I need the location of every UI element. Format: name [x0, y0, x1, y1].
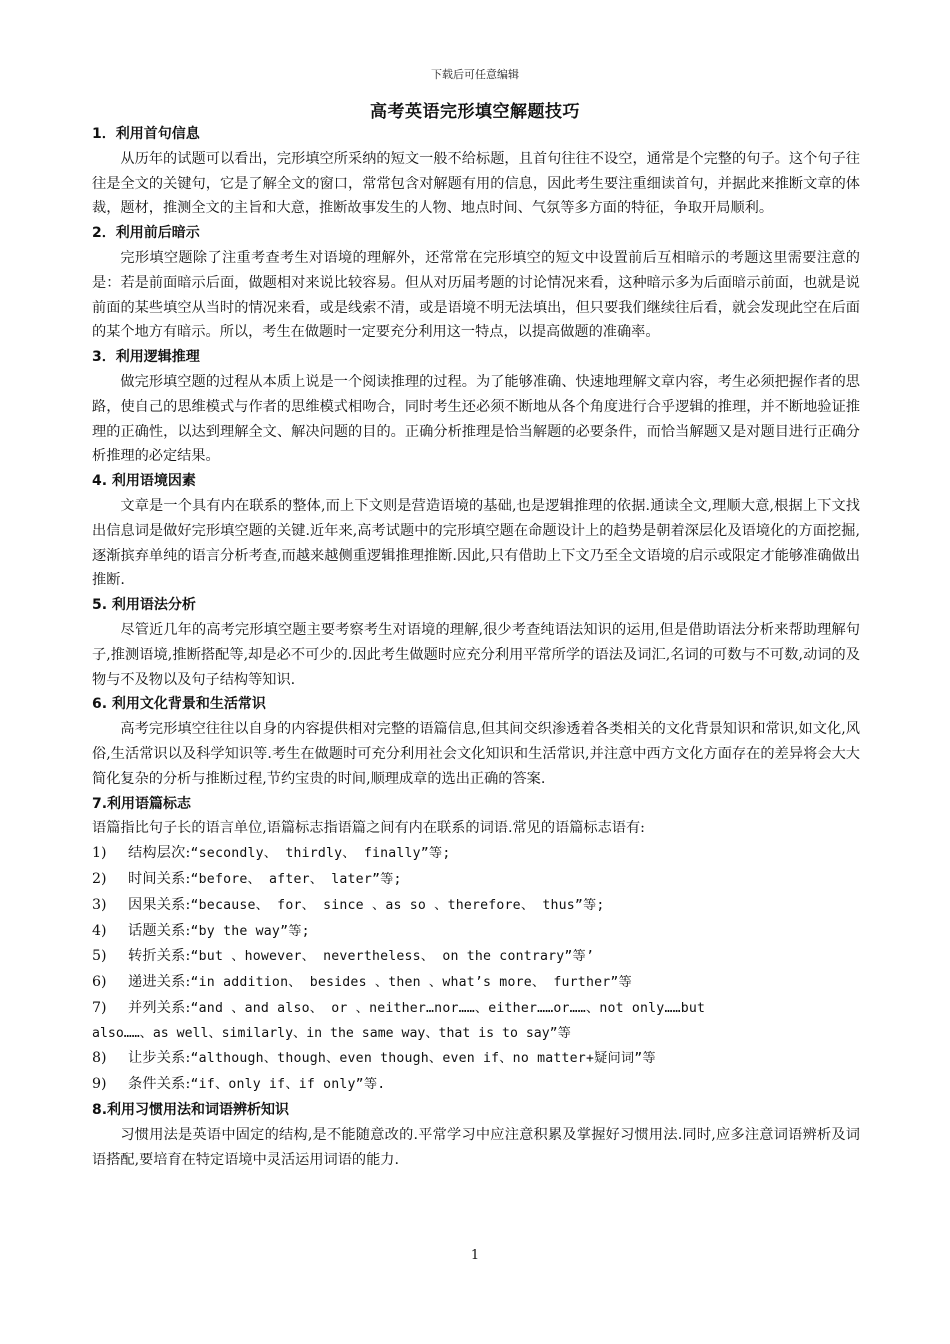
section-heading-8: 8.利用习惯用法和词语辨析知识 — [92, 1102, 290, 1119]
section-heading-4: 4. 利用语境因素 — [92, 473, 196, 490]
list-item-number: 6) — [92, 974, 107, 991]
list-item-text: “secondly、 thirdly、 finally”等; — [190, 846, 451, 862]
list-item — [92, 944, 860, 970]
list-item — [92, 919, 860, 945]
header-note: 下载后可任意编辑 — [431, 68, 519, 81]
list-item — [92, 970, 860, 996]
list-item-number: 4) — [92, 922, 107, 939]
list-item-label: 话题关系: — [128, 922, 191, 939]
list-item — [92, 996, 860, 1022]
section-heading-2: 2．利用前后暗示 — [92, 225, 200, 242]
section-paragraph-4: 文章是一个具有内在联系的整体,而上下文则是营造语境的基础,也是逻辑推理的依据.通读全文,理顺大意,根据上下文找出信息词是做好完形填空题的关键.近年来,高考试题中的完形填空题在命题设计上的趋势是朝着深层化及语境化的方面挖掘,逐渐摈弃单纯的语言分析考查,而越来越侧重逻辑推理推断.因此,只有借助上下文乃至全文语境的启示或限定才能够准确做出推断. — [92, 497, 860, 589]
list-item-continuation: also……、as well、similarly、in the same way、that is to say”等 — [92, 1025, 571, 1041]
list-item — [92, 867, 860, 893]
list-item-label: 递进关系: — [128, 974, 191, 991]
list-item-text: “although、though、even though、even if、no matter+疑问词”等 — [190, 1051, 656, 1067]
section-heading-6: 6. 利用文化背景和生活常识 — [92, 696, 266, 713]
list-item-number: 2) — [92, 870, 107, 887]
section-heading-1: 1．利用首句信息 — [92, 126, 200, 142]
list-item-number: 3) — [92, 896, 107, 913]
list-item-number: 5) — [92, 948, 107, 965]
list-item-label: 时间关系: — [128, 870, 191, 887]
list-item-number: 9) — [92, 1076, 107, 1093]
list-item-number: 1) — [92, 845, 107, 862]
section-paragraph-2: 完形填空题除了注重考查考生对语境的理解外，还常常在完形填空的短文中设置前后互相暗示的考题这里需要注意的是：若是前面暗示后面，做题相对来说比较容易。但从对历届考题的讨论情况来看，这种暗示多为后面暗示前面，也就是说前面的某些填空从当时的情况来看，或是线索不清，或是语境不明无法填出，但只要我们继续往后看，就会发现此空在后面的某个地方有暗示。所以，考生在做题时一定要充分利用这一特点，以提高做题的准确率。 — [92, 249, 860, 341]
document-title: 高考英语完形填空解题技巧 — [370, 102, 580, 122]
list-item-text: “by the way”等; — [190, 923, 310, 939]
list-item-label: 结构层次: — [128, 845, 191, 862]
list-item-number: 8) — [92, 1050, 107, 1067]
list-item-text: “before、 after、 later”等; — [190, 871, 402, 887]
section-paragraph-8: 习惯用法是英语中固定的结构,是不能随意改的.平常学习中应注意积累及掌握好习惯用法.同时,应多注意词语辨析及词语搭配,要培育在特定语境中灵活运用词语的能力. — [92, 1126, 860, 1168]
list-item-text: “because、 for、 since 、as so 、therefore、 thus”等; — [190, 897, 605, 913]
list-item — [92, 1046, 860, 1072]
list-item — [92, 841, 860, 867]
list-item-label: 转折关系: — [128, 948, 191, 965]
section-heading-5: 5. 利用语法分析 — [92, 597, 196, 614]
section-heading-3: 3．利用逻辑推理 — [92, 349, 200, 366]
section-intro-7: 语篇指比句子长的语言单位,语篇标志指语篇之间有内在联系的词语.常见的语篇标志语有: — [92, 820, 645, 837]
list-item — [92, 1072, 860, 1098]
list-item-label: 并列关系: — [128, 999, 191, 1016]
section-paragraph-3: 做完形填空题的过程从本质上说是一个阅读推理的过程。为了能够准确、快速地理解文章内容，考生必须把握作者的思路，使自己的思维模式与作者的思维模式相吻合，同时考生还必须不断地从各个角度进行合乎逻辑的推理，并不断地验证推理的正确性，以达到理解全文、解决问题的目的。正确分析推理是恰当解题的必要条件，而恰当解题又是对题目进行正确分析推理的必定结果。 — [92, 373, 860, 465]
list-item-label: 条件关系: — [128, 1076, 191, 1093]
section-paragraph-6: 高考完形填空往往以自身的内容提供相对完整的语篇信息,但其间交织渗透着各类相关的文化背景知识和常识,如文化,风俗,生活常识以及科学知识等.考生在做题时可充分利用社会文化知识和生活常识,并注意中西方文化方面存在的差异将会大大简化复杂的分析与推断过程,节约宝贵的时间,顺理成章的选出正确的答案. — [92, 721, 860, 787]
list-item-text: “and 、and also、 or 、neither…nor……、either……or……、not only……but — [190, 1000, 706, 1016]
page-number: 1 — [470, 1248, 480, 1263]
list-item — [92, 893, 860, 919]
list-item-label: 因果关系: — [128, 896, 191, 913]
section-paragraph-5: 尽管近几年的高考完形填空题主要考察考生对语境的理解,很少考查纯语法知识的运用,但是借助语法分析来帮助理解句子,推测语境,推断搭配等,却是必不可少的.因此考生做题时应充分利用平常所学的语法及词汇,名词的可数与不可数,动词的及物与不及物以及句子结构等知识. — [92, 621, 860, 688]
list-item-text: “if、only if、if only”等. — [190, 1077, 386, 1093]
list-item-number: 7) — [92, 999, 107, 1016]
section-paragraph-1: 从历年的试题可以看出，完形填空所采纳的短文一般不给标题，且首句往往不设空，通常是个完整的句子。这个句子往往是全文的关键句，它是了解全文的窗口，常常包含对解题有用的信息，因此考生要注重细读首句，并据此来推断文章的体裁，题材，推测全文的主旨和大意，推断故事发生的人物、地点时间、气氛等多方面的特征，争取开局顺利。 — [92, 150, 860, 217]
list-item-text: “in addition、 besides 、then 、what’s more、 further”等 — [190, 975, 632, 991]
document-body — [92, 122, 860, 1172]
list-item-label: 让步关系: — [128, 1050, 191, 1067]
list-item-text: “but 、however、 nevertheless、 on the contrary”等’ — [190, 949, 595, 965]
section-heading-7: 7.利用语篇标志 — [92, 795, 192, 812]
